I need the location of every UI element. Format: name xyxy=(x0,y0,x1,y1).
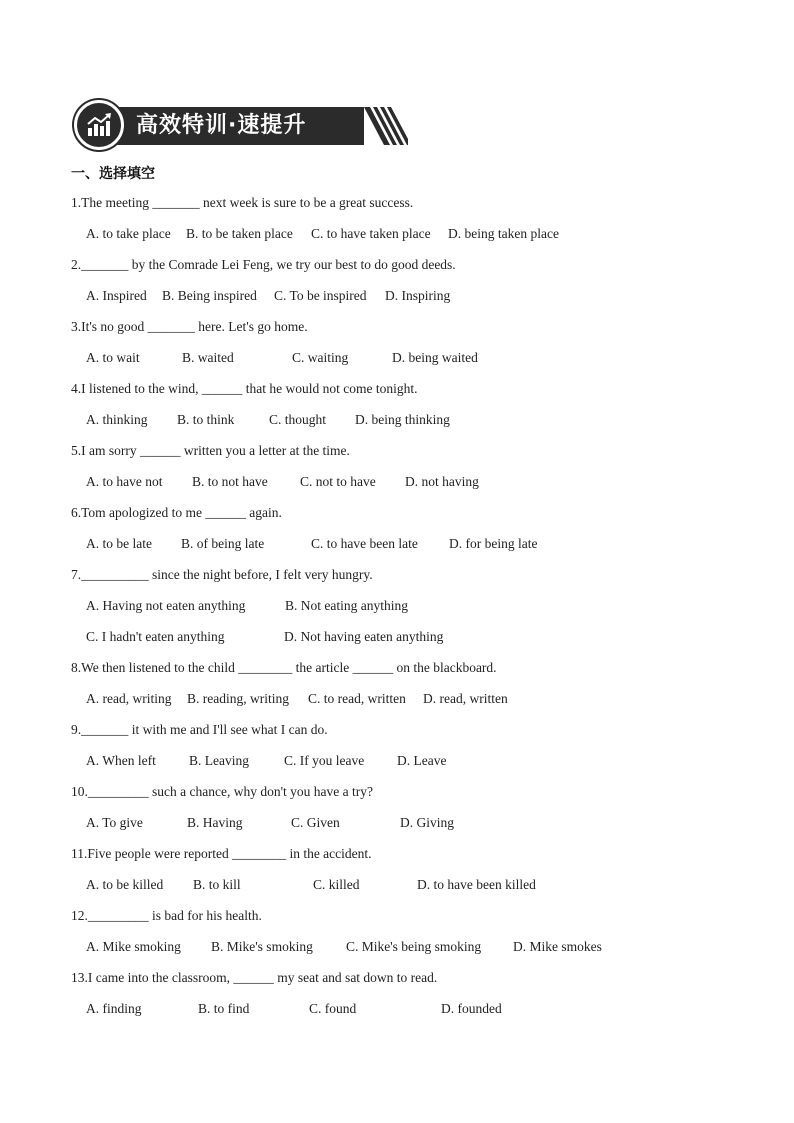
options-11 xyxy=(71,875,731,895)
option-4a: A. thinking xyxy=(86,412,148,427)
option-9c: C. If you leave xyxy=(284,753,365,768)
option-13b: B. to find xyxy=(198,1001,250,1016)
option-10c: C. Given xyxy=(291,815,340,830)
question-13: 13.I came into the classroom, ______ my seat and sat down to read. xyxy=(71,970,438,985)
option-5a: A. to have not xyxy=(86,474,163,489)
banner-stripes xyxy=(364,107,408,145)
option-12d: D. Mike smokes xyxy=(513,939,602,954)
option-8b: B. reading, writing xyxy=(187,691,289,706)
option-4b: B. to think xyxy=(177,412,235,427)
options-2 xyxy=(71,286,731,306)
option-2b: B. Being inspired xyxy=(162,288,257,303)
option-4d: D. being thinking xyxy=(355,412,450,427)
option-6a: A. to be late xyxy=(86,536,152,551)
options-3 xyxy=(71,348,731,368)
option-3d: D. being waited xyxy=(392,350,478,365)
option-6c: C. to have been late xyxy=(311,536,418,551)
option-6b: B. of being late xyxy=(181,536,265,551)
option-7b: B. Not eating anything xyxy=(285,598,408,613)
option-11d: D. to have been killed xyxy=(417,877,536,892)
options-13 xyxy=(71,999,731,1019)
options-8 xyxy=(71,689,731,709)
options-1 xyxy=(71,224,731,244)
section-banner xyxy=(74,100,408,150)
option-5d: D. not having xyxy=(405,474,479,489)
option-10d: D. Giving xyxy=(400,815,454,830)
option-1d: D. being taken place xyxy=(448,226,559,241)
option-9b: B. Leaving xyxy=(189,753,249,768)
option-11a: A. to be killed xyxy=(86,877,164,892)
option-13c: C. found xyxy=(309,1001,357,1016)
question-2: 2._______ by the Comrade Lei Feng, we try our best to do good deeds. xyxy=(71,257,456,272)
question-4: 4.I listened to the wind, ______ that he would not come tonight. xyxy=(71,381,418,396)
question-5: 5.I am sorry ______ written you a letter at the time. xyxy=(71,443,350,458)
option-8d: D. read, written xyxy=(423,691,508,706)
option-7a: A. Having not eaten anything xyxy=(86,598,246,613)
option-5c: C. not to have xyxy=(300,474,376,489)
option-1b: B. to be taken place xyxy=(186,226,293,241)
options-7-row2 xyxy=(71,627,731,647)
question-3: 3.It's no good _______ here. Let's go home. xyxy=(71,319,308,334)
options-5 xyxy=(71,472,731,492)
option-1c: C. to have taken place xyxy=(311,226,431,241)
option-9d: D. Leave xyxy=(397,753,447,768)
question-10: 10._________ such a chance, why don't you have a try? xyxy=(71,784,373,799)
question-6: 6.Tom apologized to me ______ again. xyxy=(71,505,282,520)
question-1: 1.The meeting _______ next week is sure to be a great success. xyxy=(71,195,414,210)
question-9: 9._______ it with me and I'll see what I can do. xyxy=(71,722,328,737)
option-9a: A. When left xyxy=(86,753,156,768)
question-11: 11.Five people were reported ________ in the accident. xyxy=(71,846,372,861)
option-6d: D. for being late xyxy=(449,536,538,551)
options-7 xyxy=(71,596,731,616)
chart-up-icon xyxy=(74,100,124,150)
option-12b: B. Mike's smoking xyxy=(211,939,313,954)
option-11c: C. killed xyxy=(313,877,360,892)
question-list xyxy=(71,193,731,1030)
options-6 xyxy=(71,534,731,554)
options-4 xyxy=(71,410,731,430)
option-3c: C. waiting xyxy=(292,350,349,365)
option-4c: C. thought xyxy=(269,412,327,427)
option-10b: B. Having xyxy=(187,815,243,830)
section-title: 一、选择填空 xyxy=(71,166,155,182)
option-11b: B. to kill xyxy=(193,877,241,892)
option-7d: D. Not having eaten anything xyxy=(284,629,444,644)
option-12a: A. Mike smoking xyxy=(86,939,181,954)
options-12 xyxy=(71,937,731,957)
question-7: 7.__________ since the night before, I felt very hungry. xyxy=(71,567,373,582)
option-12c: C. Mike's being smoking xyxy=(346,939,482,954)
option-3b: B. waited xyxy=(182,350,234,365)
option-2d: D. Inspiring xyxy=(385,288,451,303)
option-13d: D. founded xyxy=(441,1001,502,1016)
options-10 xyxy=(71,813,731,833)
option-3a: A. to wait xyxy=(86,350,140,365)
option-5b: B. to not have xyxy=(192,474,268,489)
option-8c: C. to read, written xyxy=(308,691,406,706)
banner-title: 高效特训·速提升 xyxy=(136,113,307,138)
option-7c: C. I hadn't eaten anything xyxy=(86,629,225,644)
option-10a: A. To give xyxy=(86,815,143,830)
option-2c: C. To be inspired xyxy=(274,288,367,303)
option-8a: A. read, writing xyxy=(86,691,172,706)
question-8: 8.We then listened to the child ________ the article ______ on the blackboard. xyxy=(71,660,497,675)
option-2a: A. Inspired xyxy=(86,288,147,303)
question-12: 12._________ is bad for his health. xyxy=(71,908,262,923)
options-9 xyxy=(71,751,731,771)
option-1a: A. to take place xyxy=(86,226,171,241)
option-13a: A. finding xyxy=(86,1001,142,1016)
